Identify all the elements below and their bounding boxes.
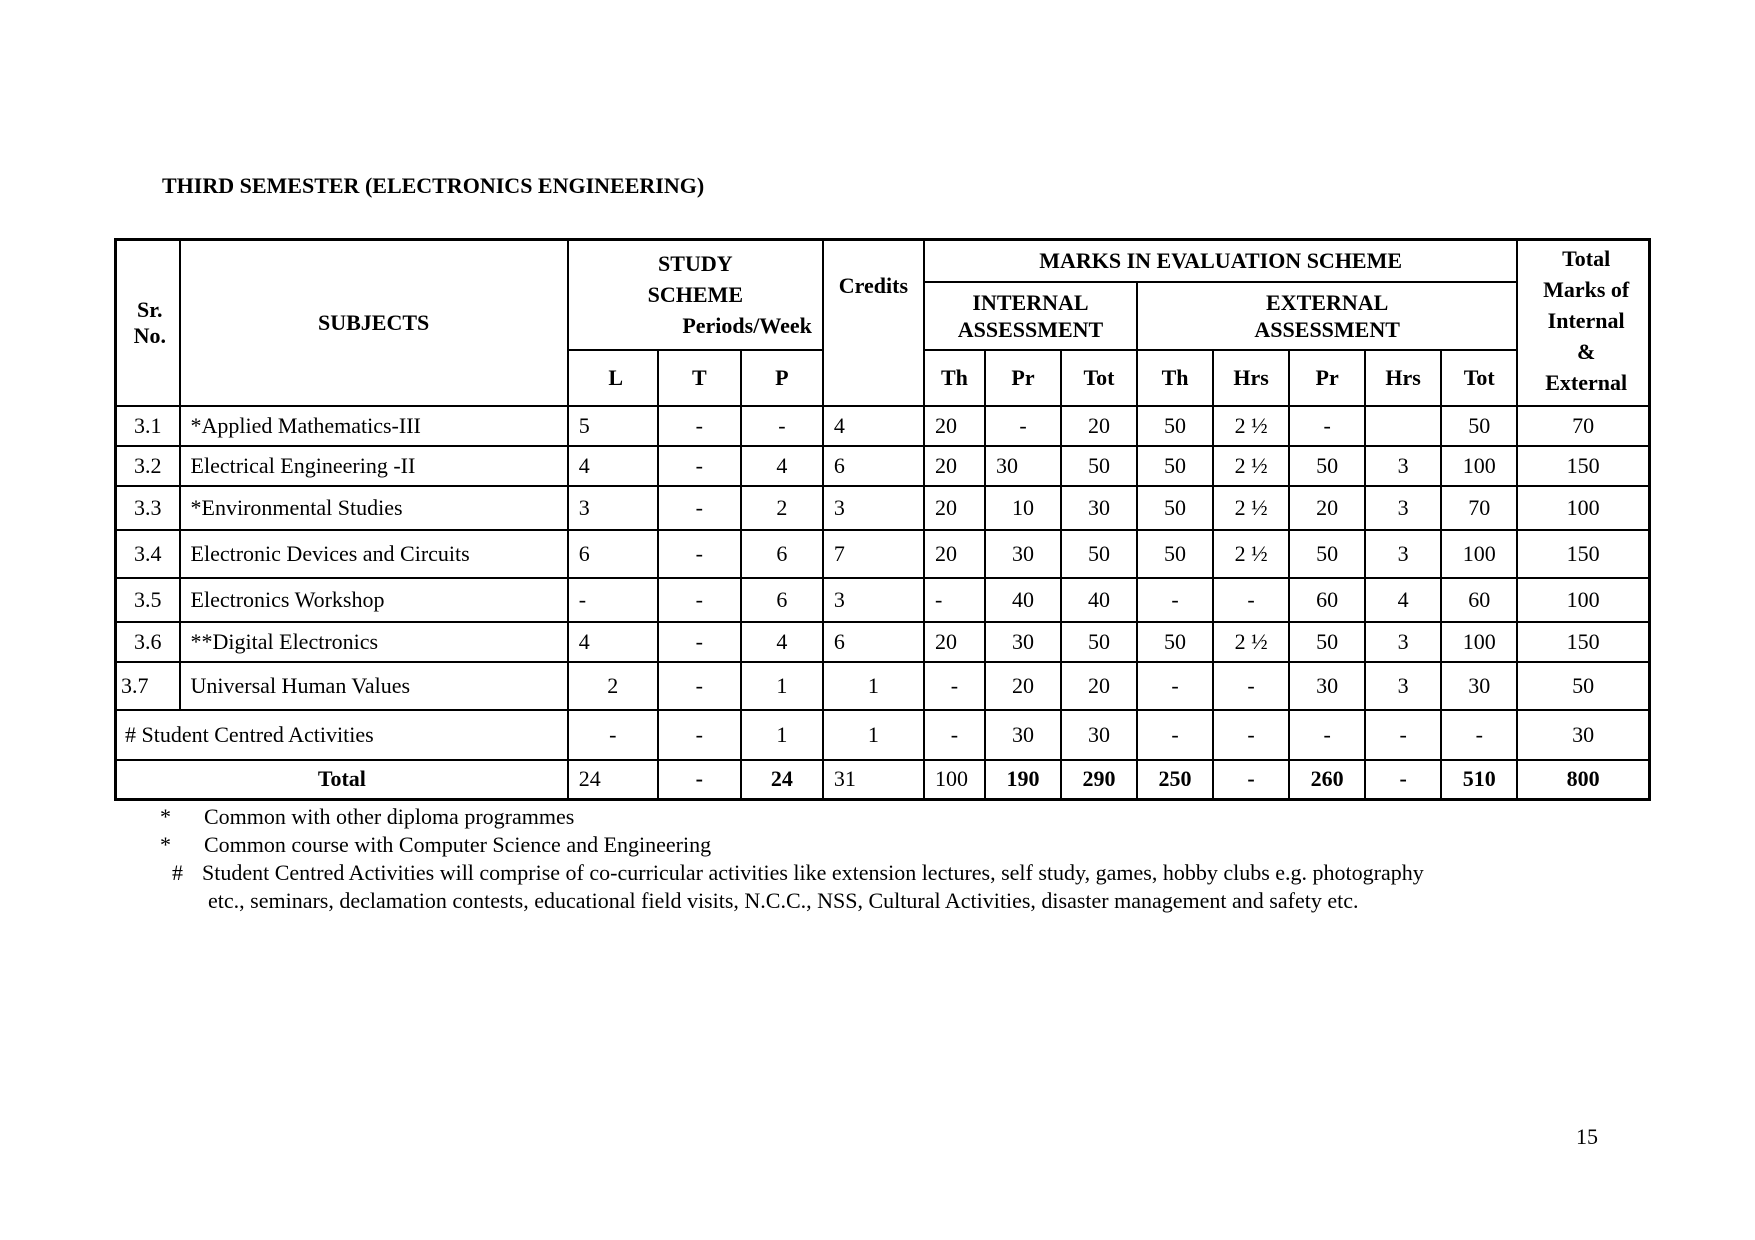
cell-ext-th: 50 bbox=[1137, 622, 1213, 662]
cell-l: 3 bbox=[568, 486, 658, 530]
page-number: 15 bbox=[1576, 1124, 1598, 1149]
cell-credits: 1 bbox=[823, 662, 924, 710]
cell-t: - bbox=[658, 760, 741, 800]
cell-int-pr: 190 bbox=[985, 760, 1061, 800]
cell-int-tot: 20 bbox=[1061, 662, 1137, 710]
cell-ext-hrs: 2 ½ bbox=[1213, 530, 1289, 578]
cell-ext-hrs2: 4 bbox=[1365, 578, 1441, 622]
cell-ext-hrs2: 3 bbox=[1365, 530, 1441, 578]
cell-t: - bbox=[658, 446, 741, 486]
cell-int-tot: 50 bbox=[1061, 622, 1137, 662]
cell-ext-hrs: 2 ½ bbox=[1213, 406, 1289, 446]
cell-credits: 6 bbox=[823, 622, 924, 662]
cell-l: 6 bbox=[568, 530, 658, 578]
cell-sr: 3.6 bbox=[116, 622, 180, 662]
header-p: P bbox=[741, 350, 823, 406]
footnote-mark: * bbox=[160, 804, 171, 829]
header-internal-assessment: INTERNAL ASSESSMENT bbox=[924, 282, 1137, 350]
cell-subject: Electronic Devices and Circuits bbox=[180, 530, 568, 578]
table-row-activities bbox=[116, 710, 1650, 760]
cell-int-pr: 10 bbox=[985, 486, 1061, 530]
cell-p: - bbox=[741, 406, 823, 446]
cell-sr: 3.7 bbox=[116, 662, 180, 710]
cell-t: - bbox=[658, 622, 741, 662]
cell-int-th: 20 bbox=[924, 486, 985, 530]
cell-ext-th: - bbox=[1137, 578, 1213, 622]
cell-int-tot: 290 bbox=[1061, 760, 1137, 800]
table-row bbox=[116, 406, 1650, 446]
header-credits: Credits bbox=[823, 240, 924, 406]
cell-ext-tot: 50 bbox=[1441, 406, 1517, 446]
cell-ext-hrs2: 3 bbox=[1365, 622, 1441, 662]
cell-ext-hrs: - bbox=[1213, 710, 1289, 760]
cell-subject: *Applied Mathematics-III bbox=[180, 406, 568, 446]
header-l: L bbox=[568, 350, 658, 406]
cell-ext-th: - bbox=[1137, 710, 1213, 760]
page-heading: THIRD SEMESTER (ELECTRONICS ENGINEERING) bbox=[162, 173, 705, 198]
cell-ext-tot: 100 bbox=[1441, 446, 1517, 486]
cell-int-pr: 40 bbox=[985, 578, 1061, 622]
cell-sr: 3.4 bbox=[116, 530, 180, 578]
cell-total-label: Total bbox=[116, 760, 568, 800]
cell-p: 4 bbox=[741, 622, 823, 662]
cell-ext-hrs2: 3 bbox=[1365, 446, 1441, 486]
footnote-continuation: etc., seminars, declamation contests, educational field visits, N.C.C., NSS, Cultural Activities, disaster management and safety etc. bbox=[208, 888, 1359, 913]
header-ext-tot: Tot bbox=[1441, 350, 1517, 406]
cell-total: 150 bbox=[1517, 530, 1649, 578]
cell-ext-pr: 50 bbox=[1289, 530, 1365, 578]
cell-ext-tot: 60 bbox=[1441, 578, 1517, 622]
cell-t: - bbox=[658, 578, 741, 622]
cell-subject: *Environmental Studies bbox=[180, 486, 568, 530]
cell-credits: 6 bbox=[823, 446, 924, 486]
cell-t: - bbox=[658, 406, 741, 446]
cell-ext-pr: 50 bbox=[1289, 622, 1365, 662]
cell-ext-hrs: - bbox=[1213, 578, 1289, 622]
header-ext-hrs2: Hrs bbox=[1365, 350, 1441, 406]
table-row bbox=[116, 662, 1650, 710]
cell-int-tot: 40 bbox=[1061, 578, 1137, 622]
cell-ext-pr: 260 bbox=[1289, 760, 1365, 800]
cell-credits: 3 bbox=[823, 486, 924, 530]
cell-sr: 3.1 bbox=[116, 406, 180, 446]
cell-total: 100 bbox=[1517, 486, 1649, 530]
cell-ext-hrs2: - bbox=[1365, 710, 1441, 760]
cell-sr: 3.2 bbox=[116, 446, 180, 486]
cell-ext-hrs2 bbox=[1365, 406, 1441, 446]
footnote bbox=[160, 831, 1424, 859]
footnotes bbox=[160, 803, 1424, 915]
cell-ext-hrs: 2 ½ bbox=[1213, 446, 1289, 486]
cell-ext-hrs: 2 ½ bbox=[1213, 622, 1289, 662]
header-sr-no: Sr. No. bbox=[116, 240, 180, 406]
cell-ext-tot: 510 bbox=[1441, 760, 1517, 800]
cell-l: 4 bbox=[568, 622, 658, 662]
header-ext-th: Th bbox=[1137, 350, 1213, 406]
cell-int-th: 20 bbox=[924, 530, 985, 578]
cell-t: - bbox=[658, 710, 741, 760]
footnote-mark: * bbox=[160, 832, 171, 857]
cell-int-th: 100 bbox=[924, 760, 985, 800]
cell-t: - bbox=[658, 662, 741, 710]
footnote bbox=[160, 803, 1424, 831]
cell-ext-hrs2: 3 bbox=[1365, 662, 1441, 710]
header-int-th: Th bbox=[924, 350, 985, 406]
cell-int-tot: 30 bbox=[1061, 710, 1137, 760]
cell-int-pr: 30 bbox=[985, 710, 1061, 760]
cell-int-th: - bbox=[924, 710, 985, 760]
cell-ext-hrs2: 3 bbox=[1365, 486, 1441, 530]
cell-int-pr: 30 bbox=[985, 530, 1061, 578]
cell-sr: 3.3 bbox=[116, 486, 180, 530]
cell-int-tot: 50 bbox=[1061, 446, 1137, 486]
cell-p: 1 bbox=[741, 662, 823, 710]
cell-total: 800 bbox=[1517, 760, 1649, 800]
cell-ext-hrs: - bbox=[1213, 662, 1289, 710]
cell-int-pr: - bbox=[985, 406, 1061, 446]
cell-ext-tot: 100 bbox=[1441, 530, 1517, 578]
cell-credits: 3 bbox=[823, 578, 924, 622]
cell-ext-th: 50 bbox=[1137, 406, 1213, 446]
cell-ext-pr: - bbox=[1289, 710, 1365, 760]
footnote-text: Student Centred Activities will comprise of co-curricular activities like extension lectures, self study, games, hobby clubs e.g. photography bbox=[202, 860, 1424, 885]
evaluation-scheme-table bbox=[114, 238, 1651, 801]
header-total-marks: Total Marks of Internal & External bbox=[1517, 240, 1649, 406]
table-row bbox=[116, 530, 1650, 578]
cell-l: 5 bbox=[568, 406, 658, 446]
cell-ext-pr: 30 bbox=[1289, 662, 1365, 710]
cell-int-pr: 20 bbox=[985, 662, 1061, 710]
cell-t: - bbox=[658, 486, 741, 530]
cell-ext-tot: 30 bbox=[1441, 662, 1517, 710]
cell-sr: 3.5 bbox=[116, 578, 180, 622]
cell-int-tot: 50 bbox=[1061, 530, 1137, 578]
cell-total: 150 bbox=[1517, 622, 1649, 662]
table-row bbox=[116, 622, 1650, 662]
cell-int-th: - bbox=[924, 662, 985, 710]
footnote bbox=[160, 859, 1424, 887]
cell-int-th: 20 bbox=[924, 622, 985, 662]
cell-p: 1 bbox=[741, 710, 823, 760]
cell-l: - bbox=[568, 578, 658, 622]
cell-total: 50 bbox=[1517, 662, 1649, 710]
table-row bbox=[116, 578, 1650, 622]
footnote-text: Common course with Computer Science and Engineering bbox=[204, 832, 712, 857]
header-study-scheme: STUDY SCHEME Periods/Week bbox=[568, 240, 823, 350]
cell-ext-pr: 60 bbox=[1289, 578, 1365, 622]
cell-credits: 31 bbox=[823, 760, 924, 800]
cell-int-th: - bbox=[924, 578, 985, 622]
cell-int-th: 20 bbox=[924, 406, 985, 446]
cell-int-tot: 30 bbox=[1061, 486, 1137, 530]
table-row-total bbox=[116, 760, 1650, 800]
cell-subject: **Digital Electronics bbox=[180, 622, 568, 662]
cell-ext-pr: - bbox=[1289, 406, 1365, 446]
cell-l: - bbox=[568, 710, 658, 760]
cell-total: 70 bbox=[1517, 406, 1649, 446]
cell-p: 4 bbox=[741, 446, 823, 486]
cell-subject: Electronics Workshop bbox=[180, 578, 568, 622]
cell-p: 24 bbox=[741, 760, 823, 800]
header-int-tot: Tot bbox=[1061, 350, 1137, 406]
cell-subject: Electrical Engineering -II bbox=[180, 446, 568, 486]
cell-l: 4 bbox=[568, 446, 658, 486]
cell-ext-tot: - bbox=[1441, 710, 1517, 760]
cell-int-tot: 20 bbox=[1061, 406, 1137, 446]
cell-credits: 4 bbox=[823, 406, 924, 446]
header-subjects: SUBJECTS bbox=[180, 240, 568, 406]
cell-p: 6 bbox=[741, 530, 823, 578]
footnote-text: Common with other diploma programmes bbox=[204, 804, 575, 829]
cell-credits: 7 bbox=[823, 530, 924, 578]
cell-ext-th: - bbox=[1137, 662, 1213, 710]
footnote-mark: # bbox=[172, 860, 183, 885]
header-ext-hrs: Hrs bbox=[1213, 350, 1289, 406]
cell-activities-label: # Student Centred Activities bbox=[116, 710, 568, 760]
cell-ext-th: 50 bbox=[1137, 486, 1213, 530]
cell-ext-tot: 70 bbox=[1441, 486, 1517, 530]
cell-l: 24 bbox=[568, 760, 658, 800]
cell-ext-th: 50 bbox=[1137, 530, 1213, 578]
header-ext-pr: Pr bbox=[1289, 350, 1365, 406]
cell-ext-hrs: - bbox=[1213, 760, 1289, 800]
cell-subject: Universal Human Values bbox=[180, 662, 568, 710]
cell-int-pr: 30 bbox=[985, 622, 1061, 662]
header-external-assessment: EXTERNAL ASSESSMENT bbox=[1137, 282, 1517, 350]
cell-ext-th: 250 bbox=[1137, 760, 1213, 800]
cell-int-pr: 30 bbox=[985, 446, 1061, 486]
cell-p: 2 bbox=[741, 486, 823, 530]
header-int-pr: Pr bbox=[985, 350, 1061, 406]
cell-int-th: 20 bbox=[924, 446, 985, 486]
header-marks-evaluation: MARKS IN EVALUATION SCHEME bbox=[924, 240, 1517, 282]
cell-ext-pr: 20 bbox=[1289, 486, 1365, 530]
cell-l: 2 bbox=[568, 662, 658, 710]
cell-ext-hrs2: - bbox=[1365, 760, 1441, 800]
cell-t: - bbox=[658, 530, 741, 578]
cell-ext-hrs: 2 ½ bbox=[1213, 486, 1289, 530]
table-row bbox=[116, 486, 1650, 530]
cell-total: 30 bbox=[1517, 710, 1649, 760]
header-t: T bbox=[658, 350, 741, 406]
cell-ext-th: 50 bbox=[1137, 446, 1213, 486]
cell-ext-pr: 50 bbox=[1289, 446, 1365, 486]
cell-total: 100 bbox=[1517, 578, 1649, 622]
cell-p: 6 bbox=[741, 578, 823, 622]
cell-credits: 1 bbox=[823, 710, 924, 760]
table-row bbox=[116, 446, 1650, 486]
cell-total: 150 bbox=[1517, 446, 1649, 486]
cell-ext-tot: 100 bbox=[1441, 622, 1517, 662]
